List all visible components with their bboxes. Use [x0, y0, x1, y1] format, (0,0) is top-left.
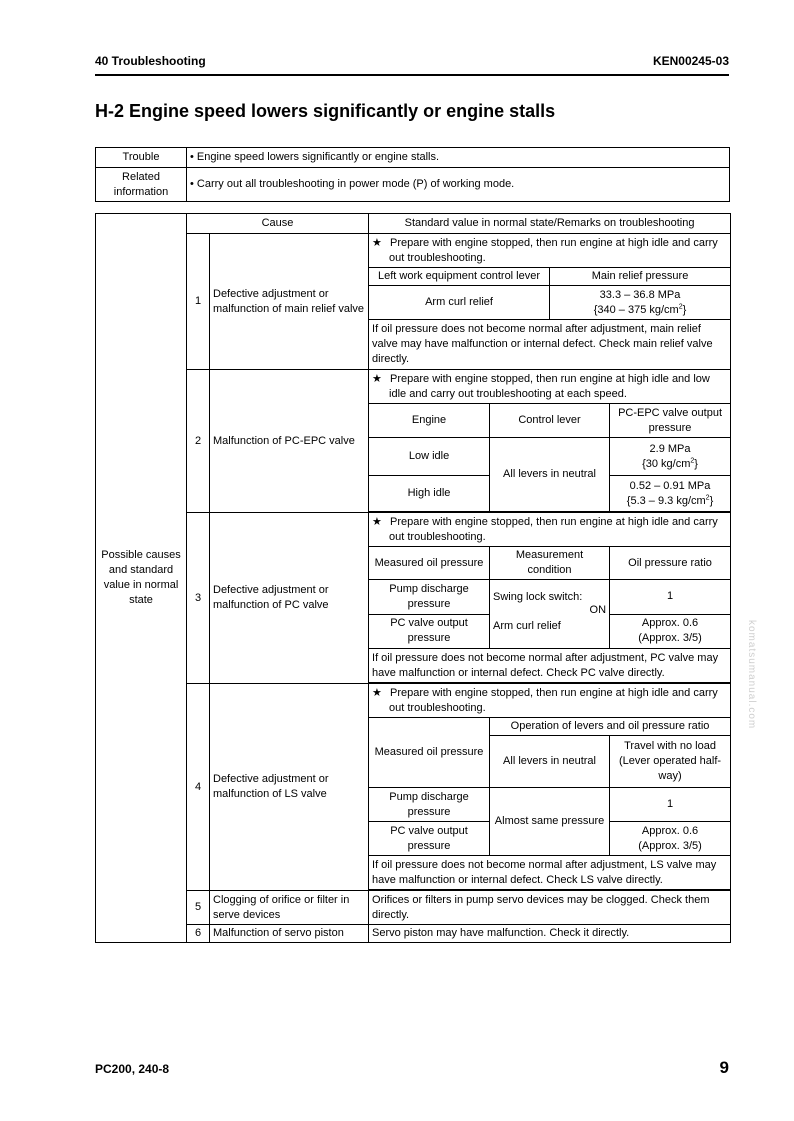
cause-2-header-engine: Engine: [369, 404, 490, 438]
cause-4-note: If oil pressure does not become normal after adjustment, LS valve may have malfunction or internal defect. Check LS valve directly.: [369, 856, 731, 890]
cause-4-header-measured: Measured oil pressure: [369, 718, 490, 788]
cause-4-number: 4: [187, 684, 210, 891]
cause-4-header-travel: Travel with no load (Lever operated half-way): [610, 736, 731, 788]
possible-causes-label: Possible causes and standard value in normal state: [96, 214, 187, 943]
cause-1-number: 1: [187, 234, 210, 370]
star-icon: ★: [372, 686, 382, 699]
cause-1-header-pressure: Main relief pressure: [550, 268, 731, 286]
cause-1-header-lever: Left work equipment control lever: [369, 268, 550, 286]
section-title: 40 Troubleshooting: [95, 54, 206, 68]
cause-3-pump-discharge: Pump discharge pressure: [369, 580, 490, 615]
cause-2-low-idle: Low idle: [369, 438, 490, 476]
star-icon: ★: [372, 372, 382, 385]
cause-4-ratio-1: 1: [610, 788, 731, 822]
cause-3-prep: ★ Prepare with engine stopped, then run engine at high idle and carry out troubleshooting.: [369, 513, 731, 547]
cause-6-note: Servo piston may have malfunction. Check it directly.: [369, 925, 731, 943]
cause-1-note: If oil pressure does not become normal after adjustment, main relief valve may have malfunction or internal defect. Check main relief valve directly.: [369, 320, 731, 370]
star-icon: ★: [372, 236, 382, 249]
cause-3-header-ratio: Oil pressure ratio: [610, 547, 731, 580]
cause-4-header-group: Operation of levers and oil pressure ratio: [490, 718, 731, 736]
star-icon: ★: [372, 515, 382, 528]
cause-3-number: 3: [187, 513, 210, 684]
cause-3-condition: Swing lock switch: ON Arm curl relief: [490, 580, 610, 649]
cause-3-ratio-1: 1: [610, 580, 731, 615]
trouble-text: • Engine speed lowers significantly or engine stalls.: [187, 148, 730, 168]
watermark: komatsumanual.com: [746, 620, 757, 730]
page-header: [95, 52, 729, 76]
cause-2-prep: ★ Prepare with engine stopped, then run engine at high idle and low idle and carry out troubleshooting at each speed.: [369, 370, 731, 404]
cause-2-lever-neutral: All levers in neutral: [490, 438, 610, 512]
standard-value-header: Standard value in normal state/Remarks on troubleshooting: [369, 214, 731, 234]
cause-3-header-measured: Measured oil pressure: [369, 547, 490, 580]
cause-1-condition: Arm curl relief: [369, 286, 550, 320]
cause-2-high-idle: High idle: [369, 476, 490, 512]
related-text: • Carry out all troubleshooting in power mode (P) of working mode.: [187, 168, 730, 202]
cause-2-number: 2: [187, 370, 210, 513]
cause-4-header-neutral: All levers in neutral: [490, 736, 610, 788]
cause-1-value: 33.3 – 36.8 MPa {340 – 375 $kg/cm^2$}: [550, 286, 731, 320]
page-number: 9: [719, 1058, 729, 1077]
cause-1-name: Defective adjustment or malfunction of main relief valve: [210, 234, 369, 370]
cause-header: Cause: [187, 214, 369, 234]
cause-5-note: Orifices or filters in pump servo devices may be clogged. Check them directly.: [369, 891, 731, 925]
cause-1-prep: ★ Prepare with engine stopped, then run engine at high idle and carry out troubleshooting.: [369, 234, 731, 268]
cause-5-number: 5: [187, 891, 210, 925]
cause-6-number: 6: [187, 925, 210, 943]
cause-3-pc-output: PC valve output pressure: [369, 614, 490, 649]
cause-4-pump-discharge: Pump discharge pressure: [369, 788, 490, 822]
cause-2-low-value: 2.9 MPa {30 $kg/cm^2$}: [610, 438, 731, 476]
cause-5-name: Clogging of orifice or filter in serve devices: [210, 891, 369, 925]
cause-2-high-value: 0.52 – 0.91 MPa {5.3 – 9.3 $kg/cm^2$}: [610, 476, 731, 512]
document-code: KEN00245-03: [652, 54, 729, 68]
cause-4-prep: ★ Prepare with engine stopped, then run engine at high idle and carry out troubleshooting.: [369, 684, 731, 718]
related-label: Related information: [96, 168, 187, 202]
trouble-table: [95, 147, 730, 202]
cause-4-ratio-2: Approx. 0.6 (Approx. 3/5): [610, 822, 731, 856]
cause-2-header-pressure: PC-EPC valve output pressure: [610, 404, 731, 438]
cause-2-name: Malfunction of PC-EPC valve: [210, 370, 369, 513]
cause-4-name: Defective adjustment or malfunction of LS valve: [210, 684, 369, 891]
trouble-label: Trouble: [96, 148, 187, 168]
cause-table: [95, 213, 731, 943]
cause-2-header-lever: Control lever: [490, 404, 610, 438]
page-title: H-2 Engine speed lowers significantly or engine stalls: [95, 101, 556, 121]
cause-3-ratio-2: Approx. 0.6 (Approx. 3/5): [610, 614, 731, 649]
cause-3-header-condition: Measurement condition: [490, 547, 610, 580]
footer-model: PC200, 240-8: [95, 1062, 170, 1076]
cause-3-name: Defective adjustment or malfunction of PC valve: [210, 513, 369, 684]
cause-6-name: Malfunction of servo piston: [210, 925, 369, 943]
cause-3-note: If oil pressure does not become normal after adjustment, PC valve may have malfunction or internal defect. Check PC valve directly.: [369, 649, 731, 683]
cause-4-pc-output: PC valve output pressure: [369, 822, 490, 856]
cause-4-condition: Almost same pressure: [490, 788, 610, 856]
